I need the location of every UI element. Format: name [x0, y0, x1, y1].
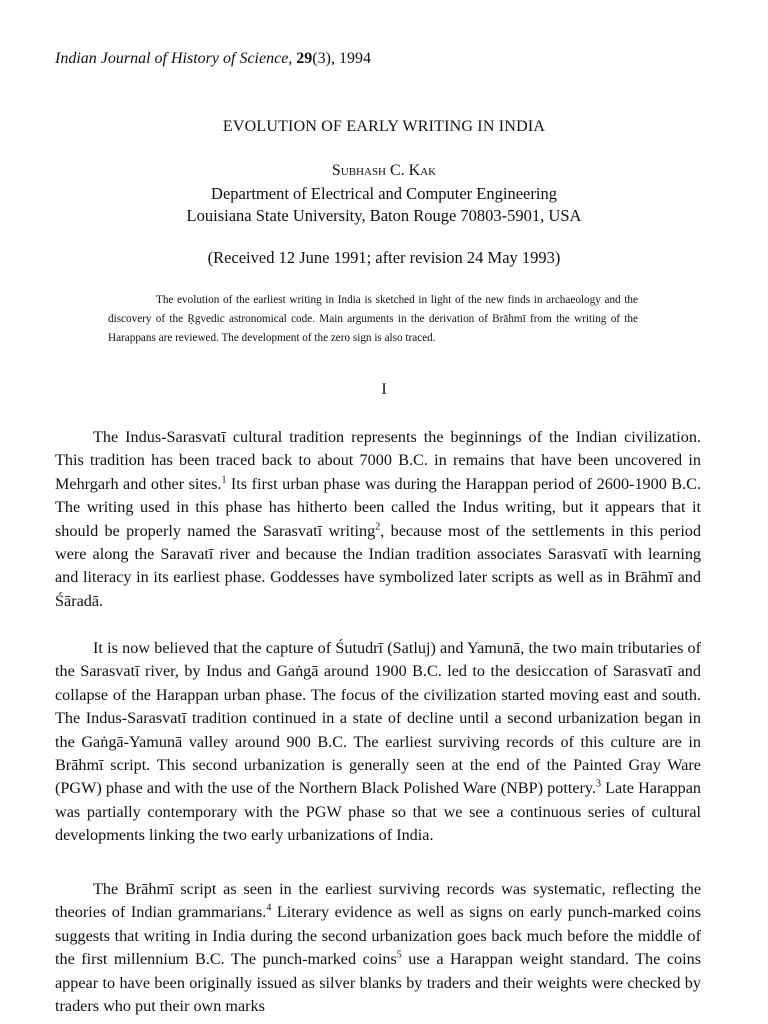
footnote-ref-4: 4 [266, 903, 272, 915]
paragraph-1-text-c: , because most of the settlements in this period were along the Saravatī river and because the Indian tradition associates Sarasvatī with learning and literacy in its earliest phase. Goddesses have symbolized later scripts as well as in Brāhmī and Śāradā. [55, 521, 701, 610]
author-name: Subhash C. Kak [331, 162, 437, 179]
paragraph-1-text-a: The Indus-Sarasvatī cultural tradition represents the beginnings of the Indian civilization. This tradition has been traced back to about 7000 B.C. in remains that have been uncovered in Mehrgarh and other sites. [55, 428, 701, 493]
paragraph-1 [55, 426, 701, 613]
abstract: The evolution of the earliest writing in India is sketched in light of the new finds in archaeology and the discovery of the Ṛgvedic astronomical code. Main arguments in the derivation of Brāhmī from the writing of the Harappans are reviewed. The development of the zero sign is also traced. [108, 294, 638, 345]
affiliation-department: Department of Electrical and Computer Engineering [211, 184, 557, 203]
paragraph-2-text-b: Late Harappan was partially contemporary with the PGW phase so that we see a continuous series of cultural developments linking the two early urbanizations of India. [55, 779, 701, 845]
journal-name: Indian Journal of History of Science, [55, 50, 293, 67]
footnote-ref-2: 2 [375, 521, 381, 533]
paragraph-3-text-a: The Brāhmī script as seen in the earliest surviving records was systematic, reflecting the theories of Indian grammarians. [55, 880, 701, 922]
journal-volume: 29 [296, 50, 313, 67]
paragraph-1-text-b: Its first urban phase was during the Harappan period of 2600-1900 B.C. The writing used in this phase has hitherto been called the Indus writing, but it appears that it should be properly named the Sarasvatī writing [55, 474, 701, 540]
received-dates: (Received 12 June 1991; after revision 24 May 1993) [207, 248, 561, 267]
paper-title: EVOLUTION OF EARLY WRITING IN INDIA [222, 118, 546, 135]
journal-citation [55, 50, 371, 68]
footnote-ref-5: 5 [396, 949, 402, 961]
section-heading: I [381, 381, 387, 398]
paragraph-3 [55, 878, 701, 1018]
affiliation-university: Louisiana State University, Baton Rouge 70803-5901, USA [186, 206, 582, 225]
paragraph-2 [55, 637, 701, 848]
footnote-ref-1: 1 [221, 474, 227, 486]
paragraph-3-text-c: use a Harappan weight standard. The coins appear to have been originally issued as silver blanks by traders and their weights were checked by traders who put their own marks [55, 950, 701, 1016]
footnote-ref-3: 3 [596, 779, 601, 791]
paragraph-2-text-a: It is now believed that the capture of Śutudrī (Satluj) and Yamunā, the two main tributaries of the Sarasvatī river, by Indus and Gaṅgā around 1900 B.C. led to the desiccation of Sarasvatī and collapse of the Harappan urban phase. The focus of the civilization started moving east and south. The Indus-Sarasvatī tradition continued in a state of decline until a second urbanization began in the Gaṅgā-Yamunā valley around 900 B.C. The earliest surviving records of this culture are in Brāhmī script. This second urbanization is generally seen at the end of the Painted Gray Ware (PGW) phase and with the use of the Northern Black Polished Ware (NBP) pottery. [55, 639, 701, 798]
journal-issue-year: (3), 1994 [312, 50, 371, 67]
paragraph-3-text-b: Literary evidence as well as signs on early punch-marked coins suggests that writing in India during the second urbanization goes back much before the middle of the first millennium B.C. The punch-marked coins [55, 903, 701, 969]
